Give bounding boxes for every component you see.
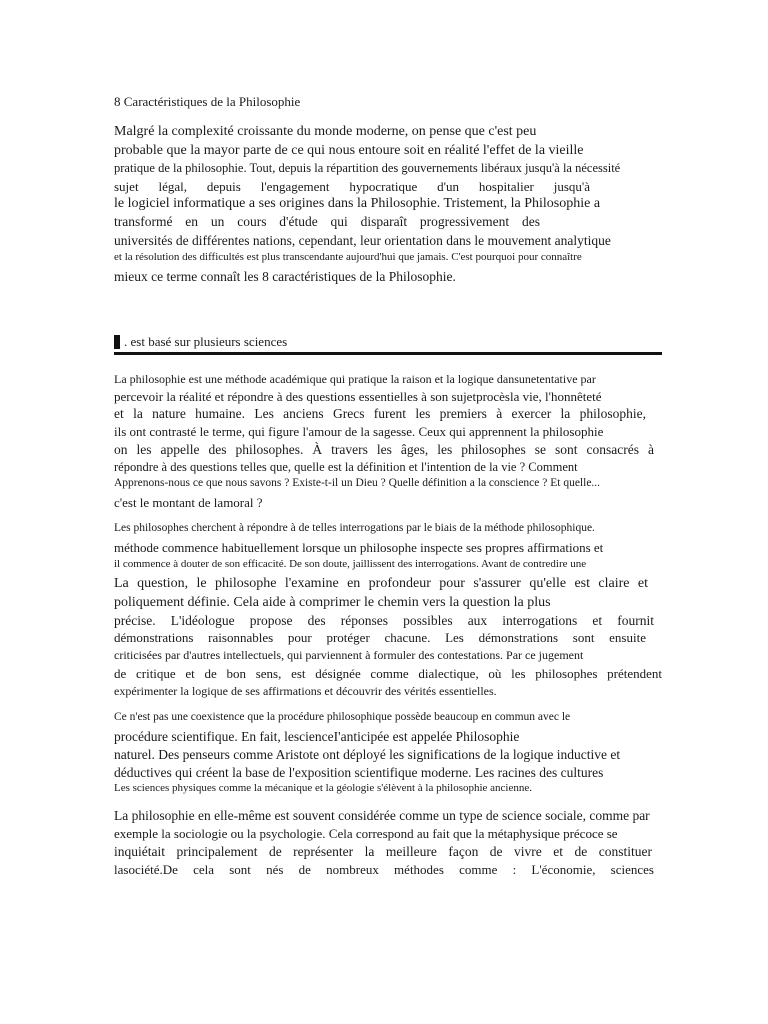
intro-line: sujet légal, depuis l'engagement hypocratique d'un hospitalier jusqu'à [114, 179, 590, 194]
intro-line: probable que la mayor parte de ce qui nous entoure soit en réalité l'effet de la vieille [114, 143, 584, 158]
paragraph-line: il commence à douter de son efficacité. De son doute, jaillissent des interrogations. Avant de contredire une [114, 558, 587, 570]
paragraph-line: démonstrations raisonnables pour protéger chacune. Les démonstrations sont ensuite [114, 630, 646, 645]
intro-line: Malgré la complexité croissante du monde moderne, on pense que c'est peu [114, 124, 537, 139]
section-heading-text: . est basé sur plusieurs sciences [124, 334, 288, 349]
intro-line: universités de différentes nations, cependant, leur orientation dans le mouvement analytique [114, 233, 611, 248]
paragraph-line: La philosophie est une méthode académique qui pratique la raison et la logique dansunetentative par [114, 372, 596, 386]
paragraph-line: déductives qui créent la base de l'exposition scientifique moderne. Les racines des cultures [114, 765, 604, 780]
paragraph-line: méthode commence habituellement lorsque un philosophe inspecte ses propres affirmations et [114, 540, 604, 555]
intro-line: pratique de la philosophie. Tout, depuis la répartition des gouvernements libéraux jusqu'à la nécessité [114, 161, 621, 175]
paragraph-line: et la nature humaine. Les anciens Grecs furent les premiers à exercer la philosophie, [114, 406, 646, 421]
paragraph-line: poliquement définie. Cela aide à comprimer le chemin vers la question la plus [114, 595, 551, 610]
paragraph-line: ils ont contrasté le terme, qui figure l'amour de la sagesse. Ceux qui apprennent la philosophie [114, 424, 604, 439]
section-heading [114, 334, 662, 355]
page-title: 8 Caractéristiques de la Philosophie [114, 94, 301, 109]
paragraph-line: Apprenons-nous ce que nous savons ? Existe-t-il un Dieu ? Quelle définition a la conscience ? Et quelle... [114, 477, 601, 489]
paragraph-line: Les philosophes cherchent à répondre à de telles interrogations par le biais de la méthode philosophique. [114, 522, 595, 534]
paragraph-line: c'est le montant de lamoral ? [114, 495, 263, 510]
paragraph-line: Ce n'est pas une coexistence que la procédure philosophique possède beaucoup en commun avec le [114, 711, 571, 723]
paragraph-line: naturel. Des penseurs comme Aristote ont déployé les significations de la logique inductive et [114, 747, 621, 762]
paragraph-line: La question, le philosophe l'examine en profondeur pour s'assurer qu'elle est claire et [114, 576, 648, 591]
intro-line: transformé en un cours d'étude qui disparaît progressivement des [114, 214, 540, 229]
paragraph-line: Les sciences physiques comme la mécanique et la géologie s'élèvent à la philosophie ancienne. [114, 782, 532, 794]
paragraph-line: expérimenter la logique de ses affirmations et découvrir des vérités essentielles. [114, 684, 497, 698]
intro-line: mieux ce terme connaît les 8 caractéristiques de la Philosophie. [114, 269, 456, 284]
paragraph-line: exemple la sociologie ou la psychologie. Cela correspond au fait que la métaphysique précoce se [114, 826, 618, 841]
paragraph-line: répondre à des questions telles que, quelle est la définition et l'intention de la vie ? Comment [114, 460, 578, 474]
paragraph-line: de critique et de bon sens, est désignée comme dialectique, où les philosophes prétendent [114, 666, 662, 681]
paragraph-line: procédure scientifique. En fait, lescienceI'anticipée est appelée Philosophie [114, 729, 520, 744]
paragraph-line: La philosophie en elle-même est souvent considérée comme un type de science sociale, comme par [114, 808, 650, 823]
intro-line: et la résolution des difficultés est plus transcendante aujourd'hui que jamais. C'est pourquoi pour connaître [114, 251, 582, 263]
paragraph-line: percevoir la réalité et répondre à des questions essentielles à son sujetprocèsla vie, l'honnêteté [114, 389, 602, 404]
paragraph-line: on les appelle des philosophes. À travers les âges, les philosophes se sont consacrés à [114, 442, 654, 457]
intro-line: le logiciel informatique a ses origines dans la Philosophie. Tristement, la Philosophie a [114, 196, 601, 211]
paragraph-line: criticisées par d'autres intellectuels, qui parviennent à formuler des contestations. Par ce jugement [114, 648, 584, 662]
paragraph-line: précise. L'idéologue propose des réponses possibles aux interrogations et fournit [114, 613, 654, 628]
heading-marker [114, 335, 120, 349]
paragraph-line: lasociété.De cela sont nés de nombreux méthodes comme : L'économie, sciences [114, 862, 654, 877]
paragraph-line: inquiétait principalement de représenter la meilleure façon de vivre et de constituer [114, 844, 652, 859]
